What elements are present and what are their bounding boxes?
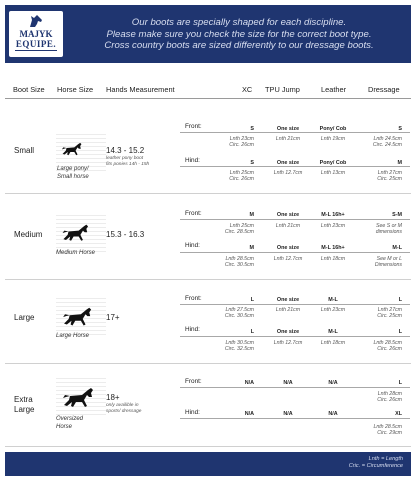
col-leather: Leather bbox=[321, 85, 347, 94]
header-divider bbox=[5, 98, 411, 99]
leather-hind-length: Lnth 18cm bbox=[320, 256, 346, 262]
row-divider bbox=[180, 304, 410, 305]
row-divider bbox=[180, 418, 410, 419]
leather-front-size: Pony/ Cob bbox=[319, 126, 347, 132]
horse-caption-line: Oversized bbox=[56, 416, 84, 422]
horse-illustration bbox=[56, 378, 106, 418]
hands-measurement: 15.3 - 16.3 bbox=[106, 230, 145, 239]
brand-name-line1: MAJYK bbox=[19, 29, 53, 39]
hands-measurement: 14.3 - 15.2 bbox=[106, 146, 145, 155]
front-label: Front: bbox=[185, 295, 202, 302]
horse-caption-line: Small horse bbox=[57, 173, 89, 180]
dressage-front-size: L bbox=[398, 297, 402, 303]
horse-caption-line: Large Horse bbox=[56, 333, 90, 339]
boot-size-label-text: Extra Large bbox=[14, 395, 35, 414]
dressage-front-length: Lnth 28cm bbox=[377, 391, 402, 397]
xc-hind-size: N/A bbox=[244, 411, 254, 417]
dressage-hind-length: Lnth 27cm bbox=[377, 170, 402, 176]
xc-front-size: N/A bbox=[244, 380, 254, 386]
tpu-hind-length: Lnth 12.7cm bbox=[273, 340, 303, 346]
legend-length: Lnth = Length bbox=[368, 456, 403, 462]
dressage-hind-circ: Circ. 29cm bbox=[377, 430, 402, 436]
hind-label: Hind: bbox=[185, 242, 200, 249]
xc-front-length: Lnth 25cm bbox=[229, 223, 254, 229]
row-divider bbox=[180, 387, 410, 388]
boot-size-label: Small bbox=[14, 146, 35, 155]
tpu-hind-size: One size bbox=[276, 160, 300, 166]
xc-hind-circ: Circ. 32.5cm bbox=[224, 346, 254, 352]
xc-front-size: M bbox=[249, 212, 254, 218]
dressage-hind-circ: Circ. 26cm bbox=[377, 346, 402, 352]
xc-front-length: Lnth 27.5cm bbox=[225, 307, 254, 313]
legend-circumference: Cric. = Circumference bbox=[348, 463, 403, 470]
horse-illustration bbox=[56, 215, 106, 255]
leather-front-size: M-L 16h+ bbox=[321, 212, 345, 218]
horse-size-caption bbox=[56, 250, 95, 258]
xc-hind-size: L bbox=[250, 329, 254, 335]
boot-size-label: Large bbox=[14, 313, 35, 322]
xc-hind-size: S bbox=[250, 160, 254, 166]
logo-divider bbox=[15, 50, 57, 51]
tpu-hind-size: N/A bbox=[283, 411, 293, 417]
dressage-front-circ: Circ. 25cm bbox=[377, 313, 402, 319]
col-boot-size: Boot Size bbox=[13, 85, 45, 94]
leather-hind-size: Pony/ Cob bbox=[319, 160, 347, 166]
front-label: Front: bbox=[185, 123, 202, 130]
hands-note-line: leather pony boot bbox=[106, 156, 144, 161]
xc-hind-length: Lnth 28.5cm bbox=[225, 256, 254, 262]
row-divider bbox=[180, 166, 410, 167]
leather-hind-size: N/A bbox=[328, 411, 338, 417]
hind-label: Hind: bbox=[185, 409, 200, 416]
dressage-hind-size: XL bbox=[395, 411, 402, 417]
header-banner bbox=[5, 5, 411, 63]
tpu-hind-length: Lnth 12.7cm bbox=[273, 256, 303, 262]
galloping-horse-icon bbox=[60, 221, 94, 247]
horse-size-caption bbox=[56, 416, 83, 431]
col-hands: Hands Measurement bbox=[106, 85, 175, 94]
header-line: Cross country boots are sized differently to our dressage boots. bbox=[104, 40, 374, 51]
dressage-hind-circ: Circ. 25cm bbox=[377, 176, 402, 182]
dressage-front-note: See S or M bbox=[376, 223, 402, 229]
hands-note bbox=[106, 156, 149, 168]
tpu-front-size: One size bbox=[276, 297, 300, 303]
brand-logo bbox=[9, 11, 63, 57]
galloping-horse-icon bbox=[60, 384, 100, 414]
dressage-hind-length: Lnth 28.5cm bbox=[373, 340, 402, 346]
xc-front-circ: Circ. 30.5cm bbox=[224, 313, 254, 319]
xc-hind-size: M bbox=[249, 245, 254, 251]
xc-front-circ: Circ. 26cm bbox=[229, 142, 254, 148]
tpu-hind-size: One size bbox=[276, 245, 300, 251]
dressage-hind-size: L bbox=[398, 329, 402, 335]
leather-front-length: Lnth 23cm bbox=[320, 223, 346, 229]
header-line: Please make sure you check the size for the correct boot type. bbox=[106, 28, 372, 40]
xc-front-length: Lnth 23cm bbox=[229, 136, 254, 142]
boot-size-label bbox=[14, 395, 48, 415]
hands-note-line: sports/ dressage bbox=[106, 408, 142, 414]
row-divider bbox=[180, 219, 410, 220]
dressage-front-circ: Circ. 24.5cm bbox=[372, 142, 402, 148]
xc-front-size: S bbox=[250, 126, 254, 132]
hind-label: Hind: bbox=[185, 326, 200, 333]
tpu-front-length: Lnth 21cm bbox=[275, 223, 301, 229]
brand-name-line2: EQUIPE. bbox=[15, 39, 57, 49]
hands-note-line: fits ponies 14h - 15h bbox=[106, 161, 150, 167]
row-divider bbox=[180, 252, 410, 253]
galloping-horse-icon bbox=[60, 304, 98, 332]
dressage-front-length: Lnth 27cm bbox=[377, 307, 402, 313]
dressage-hind-size: M bbox=[397, 160, 402, 166]
row-divider bbox=[180, 336, 410, 337]
xc-hind-length: Lnth 25cm bbox=[229, 170, 254, 176]
hands-note-line: only availible in bbox=[106, 403, 139, 408]
section-divider bbox=[5, 363, 411, 364]
tpu-front-size: One size bbox=[276, 212, 300, 218]
hind-label: Hind: bbox=[185, 157, 200, 164]
dressage-hind-length: Lnth 28.5cm bbox=[373, 424, 402, 430]
footer-legend bbox=[349, 456, 403, 471]
hands-note bbox=[106, 403, 141, 415]
leather-hind-length: Lnth 13cm bbox=[320, 170, 346, 176]
horse-caption-line: Horse bbox=[56, 423, 73, 430]
leather-front-size: M-L bbox=[328, 297, 338, 303]
leather-front-length: Lnth 19cm bbox=[320, 136, 346, 142]
dressage-hind-size: M-L bbox=[392, 245, 402, 251]
horse-head-logo-icon bbox=[27, 14, 45, 28]
front-label: Front: bbox=[185, 210, 202, 217]
horse-size-caption bbox=[57, 166, 89, 181]
galloping-horse-icon bbox=[60, 140, 86, 160]
boot-size-label: Medium bbox=[14, 230, 43, 239]
leather-hind-size: M-L 16h+ bbox=[321, 245, 345, 251]
row-divider bbox=[180, 132, 410, 133]
leather-front-length: Lnth 23cm bbox=[320, 307, 346, 313]
xc-hind-circ: Circ. 30.5cm bbox=[224, 262, 254, 268]
front-label: Front: bbox=[185, 378, 202, 385]
header-line: Our boots are specially shaped for each discipline. bbox=[131, 17, 347, 28]
dressage-hind-note: Dimensions bbox=[374, 262, 402, 268]
tpu-front-size: N/A bbox=[283, 380, 293, 386]
col-dressage: Dressage bbox=[368, 85, 400, 94]
header-message bbox=[71, 17, 407, 52]
horse-caption-line: Large pony/ bbox=[57, 166, 89, 172]
horse-illustration bbox=[56, 298, 106, 338]
tpu-front-size: One size bbox=[276, 126, 300, 132]
xc-front-circ: Circ. 28.5cm bbox=[224, 229, 254, 235]
tpu-front-length: Lnth 21cm bbox=[275, 307, 301, 313]
hands-measurement: 18+ bbox=[106, 393, 120, 402]
hands-measurement: 17+ bbox=[106, 313, 120, 322]
tpu-hind-length: Lnth 12.7cm bbox=[273, 170, 303, 176]
section-divider bbox=[5, 193, 411, 194]
tpu-front-length: Lnth 21cm bbox=[275, 136, 301, 142]
col-tpu: TPU Jump bbox=[265, 85, 300, 94]
dressage-front-size: S bbox=[398, 126, 402, 132]
dressage-front-note: dimensions bbox=[375, 229, 402, 235]
horse-size-caption bbox=[56, 333, 89, 341]
dressage-front-length: Lnth 24.5cm bbox=[373, 136, 402, 142]
dressage-front-size: S-M bbox=[392, 212, 402, 218]
dressage-front-size: L bbox=[398, 380, 402, 386]
tpu-hind-size: One size bbox=[276, 329, 300, 335]
horse-caption-line: Medium Horse bbox=[56, 250, 96, 256]
xc-hind-circ: Circ. 26cm bbox=[229, 176, 254, 182]
xc-hind-length: Lnth 30.5cm bbox=[225, 340, 254, 346]
dressage-hind-note: See M or L bbox=[376, 256, 402, 262]
leather-hind-length: Lnth 18cm bbox=[320, 340, 346, 346]
col-xc: XC bbox=[242, 85, 253, 94]
col-horse-size: Horse Size bbox=[57, 85, 94, 94]
xc-front-size: L bbox=[250, 297, 254, 303]
section-divider bbox=[5, 446, 411, 447]
dressage-front-circ: Circ. 26cm bbox=[377, 397, 402, 403]
section-divider bbox=[5, 279, 411, 280]
footer-banner bbox=[5, 452, 411, 476]
leather-front-size: N/A bbox=[328, 380, 338, 386]
leather-hind-size: M-L bbox=[328, 329, 338, 335]
